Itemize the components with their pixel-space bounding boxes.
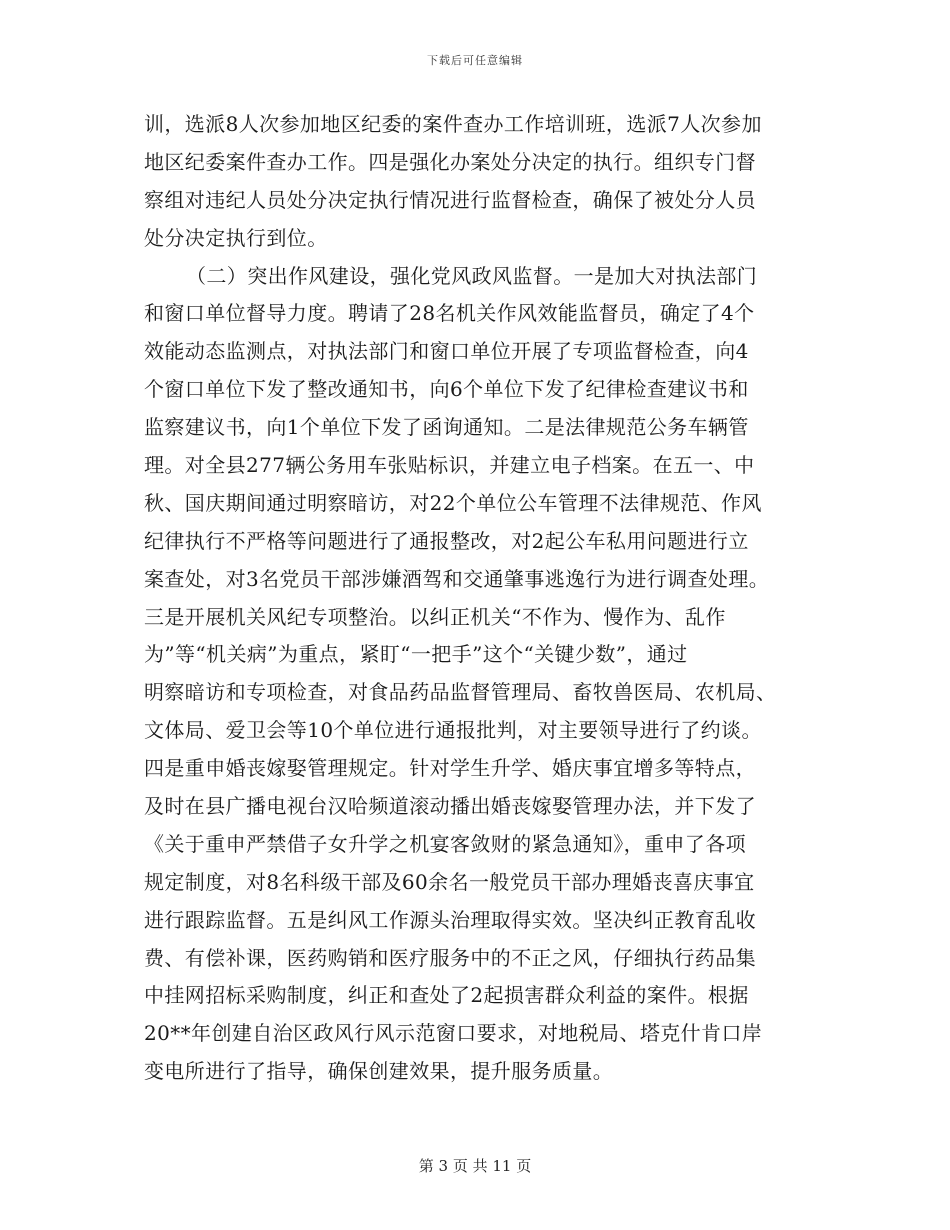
body-line: 和窗口单位督导力度。聘请了28名机关作风效能监督员，确定了4个 <box>144 301 755 326</box>
body-line: 为”等“机关病”为重点，紧盯“一把手”这个“关键少数”，通过 <box>144 642 688 667</box>
body-line: 变电所进行了指导，确保创建效果，提升服务质量。 <box>144 1059 614 1084</box>
body-line: 进行跟踪监督。五是纠风工作源头治理取得实效。坚决纠正教育乱收 <box>144 907 756 932</box>
body-line: 处分决定执行到位。 <box>144 225 328 250</box>
body-line: 案查处，对3名党员干部涉嫌酒驾和交通肇事逃逸行为进行调查处理。 <box>144 566 770 591</box>
body-line: 地区纪委案件查办工作。四是强化办案处分决定的执行。组织专门督 <box>144 149 756 174</box>
body-line: 秋、国庆期间通过明察暗访，对22个单位公车管理不法律规范、作风 <box>144 490 762 515</box>
body-line: 《关于重申严禁借子女升学之机宴客敛财的紧急通知》，重申了各项 <box>144 831 746 856</box>
body-line: 明察暗访和专项检查，对食品药品监督管理局、畜牧兽医局、农机局、 <box>144 680 777 705</box>
document-body <box>144 106 824 1091</box>
body-line: 监察建议书，向1个单位下发了函询通知。二是法律规范公务车辆管 <box>144 415 749 440</box>
body-line: 理。对全县277辆公务用车张贴标识，并建立电子档案。在五一、中 <box>144 453 755 478</box>
body-line: 三是开展机关风纪专项整治。以纠正机关“不作为、慢作为、乱作 <box>144 604 726 629</box>
page-header: 下载后可任意编辑 <box>427 54 523 67</box>
body-line: 及时在县广播电视台汉哈频道滚动播出婚丧嫁娶管理办法，并下发了 <box>144 794 756 819</box>
body-line: 纪律执行不严格等问题进行了通报整改，对2起公车私用问题进行立 <box>144 528 749 553</box>
body-line: 费、有偿补课，医药购销和医疗服务中的不正之风，仔细执行药品集 <box>144 945 756 970</box>
body-line: 中挂网招标采购制度，纠正和查处了2起损害群众利益的案件。根据 <box>144 983 749 1008</box>
body-line: 文体局、爱卫会等10个单位进行通报批判，对主要领导进行了约谈。 <box>144 718 762 743</box>
body-line: 规定制度，对8名科级干部及60余名一般党员干部办理婚丧喜庆事宜 <box>144 869 755 894</box>
body-line: 四是重申婚丧嫁娶管理规定。针对学生升学、婚庆事宜增多等特点， <box>144 756 756 781</box>
section-heading-line: （二）突出作风建设，强化党风政风监督。一是加大对执法部门 <box>186 263 758 288</box>
body-line: 个窗口单位下发了整改通知书，向6个单位下发了纪律检查建议书和 <box>144 377 749 402</box>
body-line: 20**年创建自治区政风行风示范窗口要求，对地税局、塔克什肯口岸 <box>144 1021 763 1046</box>
page-footer: 第 3 页 共 11 页 <box>418 1157 532 1175</box>
body-line: 察组对违纪人员处分决定执行情况进行监督检查，确保了被处分人员 <box>144 187 756 212</box>
body-line: 效能动态监测点，对执法部门和窗口单位开展了专项监督检查，向4 <box>144 339 749 364</box>
body-line: 训，选派8人次参加地区纪委的案件查办工作培训班，选派7人次参加 <box>144 112 762 136</box>
